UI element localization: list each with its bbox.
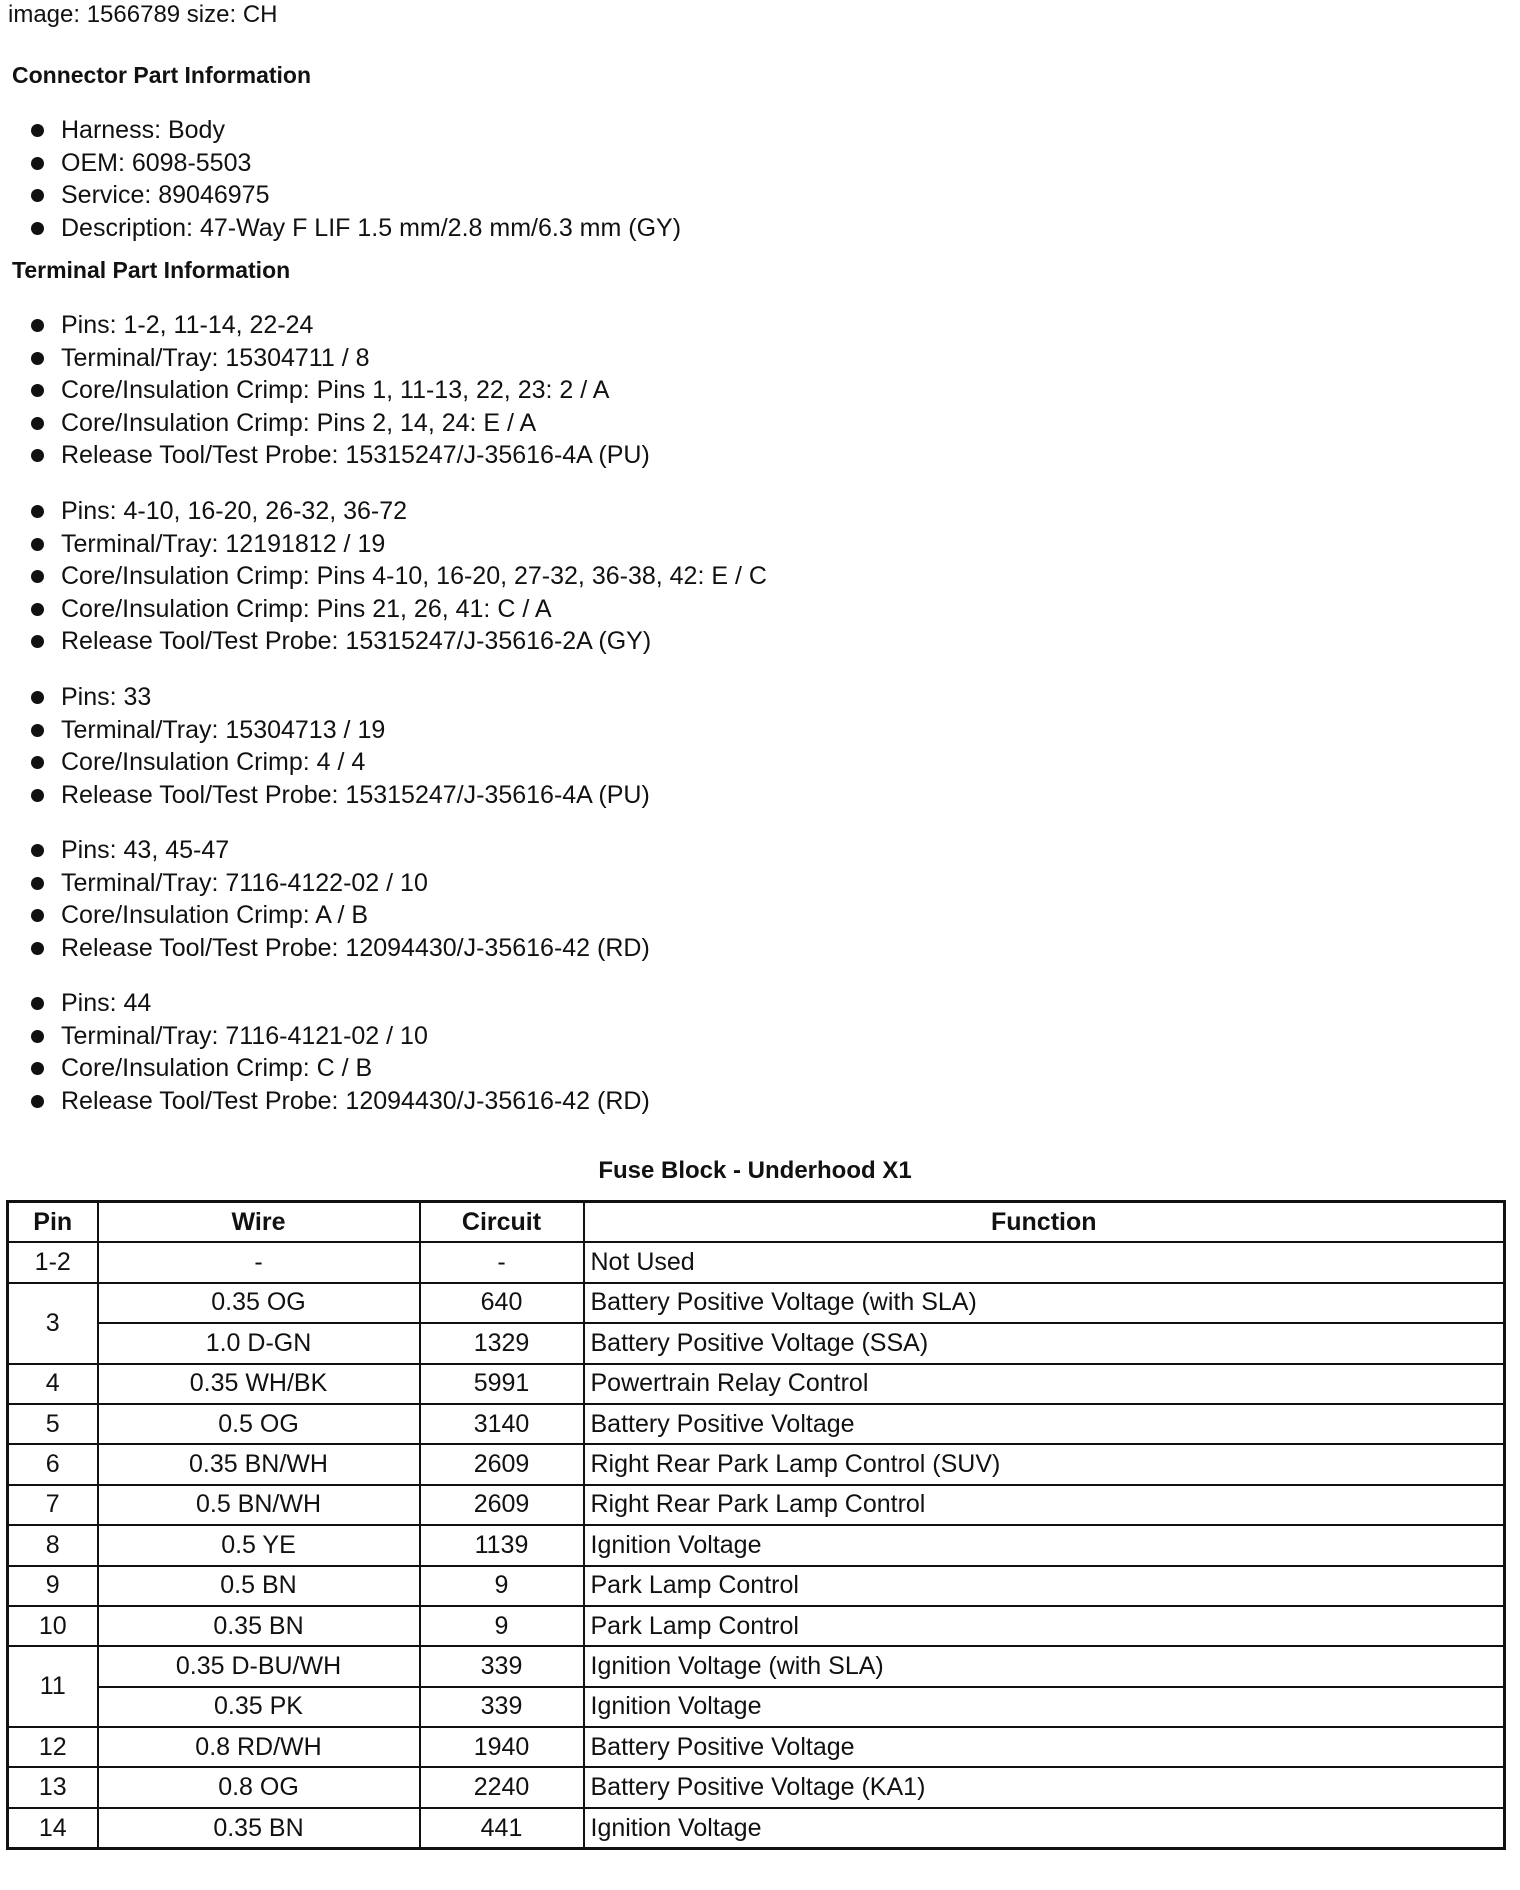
- list-item: Release Tool/Test Probe: 12094430/J-35616-42 (RD): [28, 932, 650, 965]
- bullet-icon: [31, 319, 44, 332]
- terminal-group-2: [28, 495, 767, 658]
- list-item: Description: 47-Way F LIF 1.5 mm/2.8 mm/6.3 mm (GY): [28, 212, 681, 245]
- circuit-cell: 2609: [420, 1485, 584, 1525]
- column-header-circuit: Circuit: [420, 1202, 584, 1243]
- list-item: Harness: Body: [28, 114, 681, 147]
- bullet-icon: [31, 449, 44, 462]
- pin-cell: 7: [8, 1485, 98, 1525]
- bullet-icon: [31, 691, 44, 704]
- circuit-cell: 1329: [420, 1323, 584, 1363]
- bullet-icon: [31, 997, 44, 1010]
- bullet-icon: [31, 384, 44, 397]
- function-cell: Battery Positive Voltage (with SLA): [584, 1283, 1505, 1323]
- pin-cell: 6: [8, 1444, 98, 1484]
- bullet-icon: [31, 505, 44, 518]
- circuit-cell: 339: [420, 1646, 584, 1686]
- function-cell: Battery Positive Voltage: [584, 1727, 1505, 1767]
- wire-cell: 0.5 YE: [98, 1525, 420, 1565]
- bullet-icon: [31, 603, 44, 616]
- list-item: Terminal/Tray: 15304713 / 19: [28, 714, 650, 747]
- table-row: [8, 1606, 1505, 1646]
- bullet-icon: [31, 538, 44, 551]
- table-row: [8, 1646, 1505, 1686]
- pin-cell: 3: [8, 1283, 98, 1364]
- list-item: Release Tool/Test Probe: 15315247/J-35616-4A (PU): [28, 439, 650, 472]
- terminal-group-4: [28, 834, 650, 964]
- terminal-group-1: [28, 309, 650, 472]
- connector-info-list: [28, 114, 681, 244]
- bullet-icon: [31, 124, 44, 137]
- circuit-cell: 5991: [420, 1364, 584, 1404]
- bullet-icon: [31, 877, 44, 890]
- pin-cell: 13: [8, 1767, 98, 1807]
- bullet-icon: [31, 756, 44, 769]
- list-item: Core/Insulation Crimp: Pins 21, 26, 41: C / A: [28, 593, 767, 626]
- list-item: Core/Insulation Crimp: C / B: [28, 1052, 650, 1085]
- table-row: [8, 1364, 1505, 1404]
- circuit-cell: 1139: [420, 1525, 584, 1565]
- pin-cell: 12: [8, 1727, 98, 1767]
- circuit-cell: 9: [420, 1606, 584, 1646]
- wire-cell: 0.5 OG: [98, 1404, 420, 1444]
- terminal-group-5: [28, 987, 650, 1117]
- wire-cell: 0.35 OG: [98, 1283, 420, 1323]
- circuit-cell: 3140: [420, 1404, 584, 1444]
- circuit-cell: -: [420, 1242, 584, 1282]
- bullet-icon: [31, 844, 44, 857]
- table-row: [8, 1525, 1505, 1565]
- column-header-function: Function: [584, 1202, 1505, 1243]
- bullet-icon: [31, 1062, 44, 1075]
- column-header-wire: Wire: [98, 1202, 420, 1243]
- bullet-icon: [31, 909, 44, 922]
- function-cell: Battery Positive Voltage (SSA): [584, 1323, 1505, 1363]
- terminal-section-title: Terminal Part Information: [12, 257, 291, 283]
- list-item: Terminal/Tray: 12191812 / 19: [28, 528, 767, 561]
- bullet-icon: [31, 942, 44, 955]
- pin-cell: 11: [8, 1646, 98, 1727]
- bullet-icon: [31, 570, 44, 583]
- pin-cell: 10: [8, 1606, 98, 1646]
- list-item: Terminal/Tray: 15304711 / 8: [28, 342, 650, 375]
- function-cell: Park Lamp Control: [584, 1566, 1505, 1606]
- wire-cell: 0.35 BN/WH: [98, 1444, 420, 1484]
- circuit-cell: 441: [420, 1808, 584, 1849]
- circuit-cell: 9: [420, 1566, 584, 1606]
- pin-cell: 8: [8, 1525, 98, 1565]
- list-item: Core/Insulation Crimp: Pins 1, 11-13, 22, 23: 2 / A: [28, 374, 650, 407]
- table-row: [8, 1485, 1505, 1525]
- table-header-row: [8, 1202, 1505, 1243]
- wire-cell: 1.0 D-GN: [98, 1323, 420, 1363]
- function-cell: Not Used: [584, 1242, 1505, 1282]
- connector-section-title: Connector Part Information: [12, 62, 312, 88]
- list-item: Pins: 1-2, 11-14, 22-24: [28, 309, 650, 342]
- list-item: Pins: 33: [28, 681, 650, 714]
- table-row: [8, 1444, 1505, 1484]
- table-title: Fuse Block - Underhood X1: [598, 1157, 912, 1184]
- bullet-icon: [31, 1030, 44, 1043]
- function-cell: Ignition Voltage: [584, 1687, 1505, 1727]
- terminal-group-3: [28, 681, 650, 811]
- list-item: Release Tool/Test Probe: 15315247/J-35616-4A (PU): [28, 779, 650, 812]
- wire-cell: 0.8 RD/WH: [98, 1727, 420, 1767]
- list-item: Core/Insulation Crimp: 4 / 4: [28, 746, 650, 779]
- bullet-icon: [31, 352, 44, 365]
- table-row: [8, 1323, 1505, 1363]
- column-header-pin: Pin: [8, 1202, 98, 1243]
- circuit-cell: 2240: [420, 1767, 584, 1807]
- bullet-icon: [31, 157, 44, 170]
- circuit-cell: 640: [420, 1283, 584, 1323]
- pin-cell: 14: [8, 1808, 98, 1849]
- table-row: [8, 1404, 1505, 1444]
- circuit-cell: 1940: [420, 1727, 584, 1767]
- list-item: Release Tool/Test Probe: 12094430/J-35616-42 (RD): [28, 1085, 650, 1118]
- table-row: [8, 1727, 1505, 1767]
- bullet-icon: [31, 189, 44, 202]
- image-header: image: 1566789 size: CH: [8, 1, 278, 28]
- wire-cell: 0.5 BN: [98, 1566, 420, 1606]
- bullet-icon: [31, 1095, 44, 1108]
- wire-cell: 0.35 WH/BK: [98, 1364, 420, 1404]
- function-cell: Park Lamp Control: [584, 1606, 1505, 1646]
- wire-cell: 0.35 BN: [98, 1606, 420, 1646]
- function-cell: Battery Positive Voltage: [584, 1404, 1505, 1444]
- pinout-table: [6, 1200, 1506, 1850]
- pin-cell: 9: [8, 1566, 98, 1606]
- circuit-cell: 339: [420, 1687, 584, 1727]
- pin-cell: 5: [8, 1404, 98, 1444]
- bullet-icon: [31, 724, 44, 737]
- table-row: [8, 1687, 1505, 1727]
- list-item: Terminal/Tray: 7116-4121-02 / 10: [28, 1020, 650, 1053]
- table-row: [8, 1242, 1505, 1282]
- wire-cell: 0.8 OG: [98, 1767, 420, 1807]
- wire-cell: 0.35 PK: [98, 1687, 420, 1727]
- function-cell: Powertrain Relay Control: [584, 1364, 1505, 1404]
- table-row: [8, 1283, 1505, 1323]
- wire-cell: 0.35 BN: [98, 1808, 420, 1849]
- wire-cell: 0.5 BN/WH: [98, 1485, 420, 1525]
- pin-cell: 4: [8, 1364, 98, 1404]
- list-item: Pins: 44: [28, 987, 650, 1020]
- function-cell: Battery Positive Voltage (KA1): [584, 1767, 1505, 1807]
- function-cell: Right Rear Park Lamp Control (SUV): [584, 1444, 1505, 1484]
- wire-cell: -: [98, 1242, 420, 1282]
- table-row: [8, 1566, 1505, 1606]
- bullet-icon: [31, 635, 44, 648]
- wire-cell: 0.35 D-BU/WH: [98, 1646, 420, 1686]
- bullet-icon: [31, 417, 44, 430]
- table-row: [8, 1808, 1505, 1849]
- list-item: Core/Insulation Crimp: Pins 2, 14, 24: E / A: [28, 407, 650, 440]
- list-item: Terminal/Tray: 7116-4122-02 / 10: [28, 867, 650, 900]
- circuit-cell: 2609: [420, 1444, 584, 1484]
- bullet-icon: [31, 789, 44, 802]
- list-item: OEM: 6098-5503: [28, 147, 681, 180]
- pin-cell: 1-2: [8, 1242, 98, 1282]
- list-item: Pins: 4-10, 16-20, 26-32, 36-72: [28, 495, 767, 528]
- function-cell: Right Rear Park Lamp Control: [584, 1485, 1505, 1525]
- function-cell: Ignition Voltage (with SLA): [584, 1646, 1505, 1686]
- list-item: Core/Insulation Crimp: A / B: [28, 899, 650, 932]
- table-row: [8, 1767, 1505, 1807]
- list-item: Release Tool/Test Probe: 15315247/J-35616-2A (GY): [28, 625, 767, 658]
- function-cell: Ignition Voltage: [584, 1525, 1505, 1565]
- bullet-icon: [31, 222, 44, 235]
- list-item: Pins: 43, 45-47: [28, 834, 650, 867]
- list-item: Service: 89046975: [28, 179, 681, 212]
- list-item: Core/Insulation Crimp: Pins 4-10, 16-20, 27-32, 36-38, 42: E / C: [28, 560, 767, 593]
- function-cell: Ignition Voltage: [584, 1808, 1505, 1849]
